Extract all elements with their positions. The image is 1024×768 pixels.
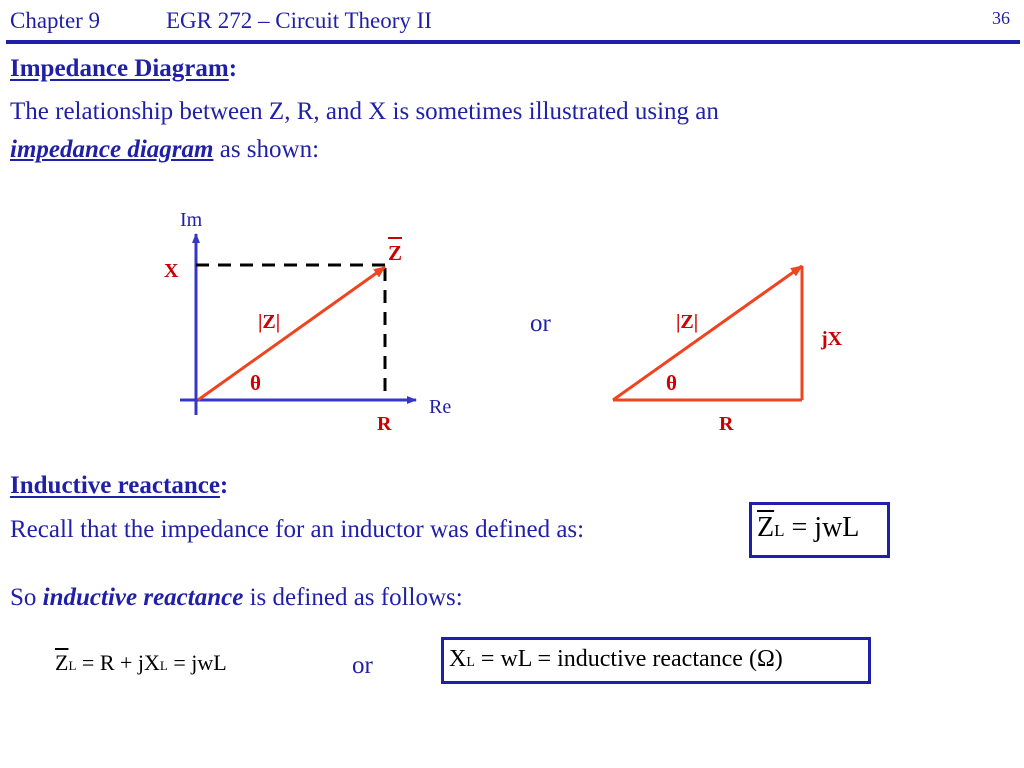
so-rest: is defined as follows: <box>243 584 463 611</box>
impedance-title-colon: : <box>228 55 238 82</box>
so-text <box>10 584 463 612</box>
impedance-diagram-term: impedance diagram <box>10 136 214 163</box>
jx-label: jX <box>821 328 843 350</box>
inductive-reactance-term: inductive reactance <box>42 584 244 611</box>
theta-label-right: θ <box>666 371 677 395</box>
zl-definition-equation <box>757 512 859 544</box>
zl-symbol: $\overline{Z}$ <box>757 512 775 543</box>
section-title-inductive <box>10 472 228 500</box>
course-title: EGR 272 – Circuit Theory II <box>166 8 432 33</box>
zl-subscript: L <box>774 521 785 540</box>
xl-symbol: X <box>449 646 467 672</box>
xl-def-rhs: = wL = inductive reactance (Ω) <box>474 646 783 672</box>
xl-definition-equation <box>449 646 783 673</box>
impedance-text-line2-rest: as shown: <box>213 136 320 163</box>
z-phasor-label: Z <box>388 241 403 265</box>
chapter-label: Chapter 9 <box>10 8 101 33</box>
inductive-title-colon: : <box>219 472 229 499</box>
zl-full-equation <box>55 650 227 676</box>
xl-def-subscript: L <box>466 655 475 670</box>
xl-subscript: L <box>159 658 168 673</box>
z-magnitude-label-right: |Z| <box>676 311 699 333</box>
theta-label-left: θ <box>250 371 261 395</box>
zl-full-mid: = R + jX <box>76 650 160 675</box>
impedance-title-text: Impedance Diagram <box>10 55 229 82</box>
r-component-label-left: R <box>377 413 392 435</box>
x-component-label: X <box>164 260 179 282</box>
zl-full-symbol: $\overline{Z}$ <box>55 650 69 675</box>
impedance-vector <box>198 267 385 400</box>
or-text-diagrams: or <box>530 310 551 337</box>
zl-full-rhs: = jwL <box>167 650 227 675</box>
inductive-title-text: Inductive reactance <box>10 472 220 499</box>
page-number: 36 <box>992 8 1010 28</box>
z-magnitude-label-left: |Z| <box>258 311 281 333</box>
impedance-text-line1: The relationship between Z, R, and X is sometimes illustrated using an <box>10 98 719 125</box>
zl-full-subscript: L <box>68 658 77 673</box>
or-text-equations: or <box>352 652 373 679</box>
recall-text: Recall that the impedance for an inductor was defined as: <box>10 516 585 543</box>
im-axis-label: Im <box>180 209 203 231</box>
triangle-hypotenuse <box>613 266 802 400</box>
zl-rhs: = jwL <box>784 512 860 543</box>
r-component-label-right: R <box>719 413 734 435</box>
re-axis-label: Re <box>429 396 452 418</box>
so-prefix: So <box>10 584 43 611</box>
